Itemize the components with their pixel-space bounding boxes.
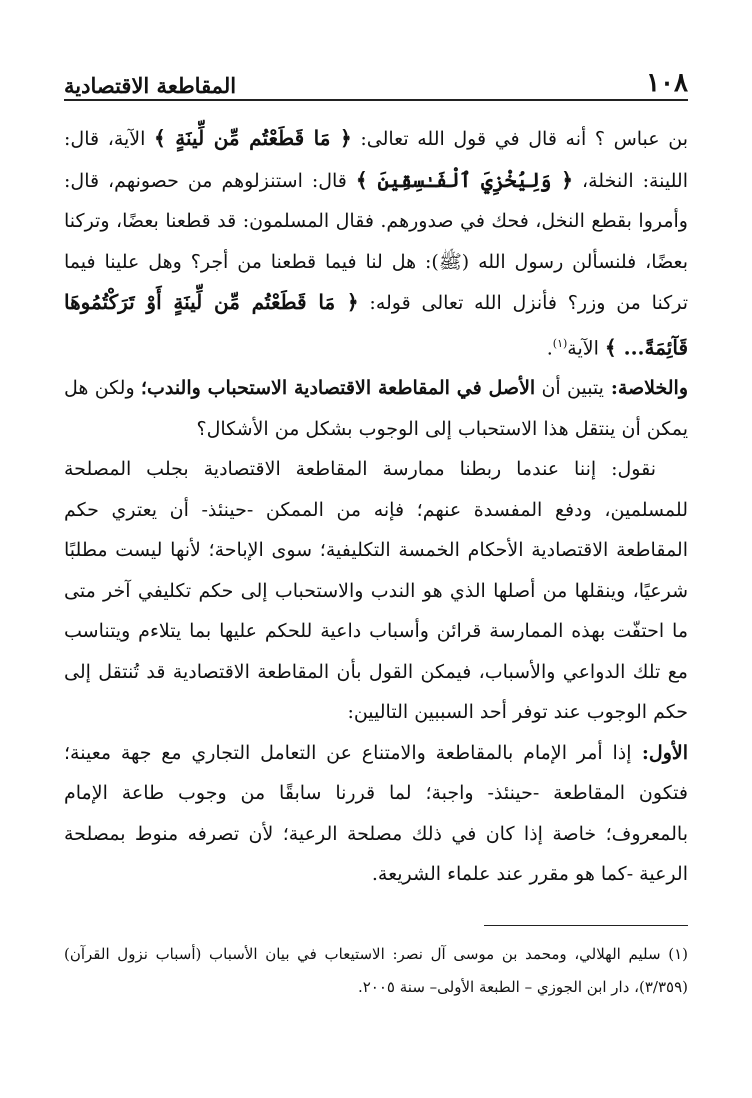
header-rule bbox=[64, 99, 688, 101]
quran-verse: ﴿ وَلِيُخْزِيَ ٱلْفَـٰسِقِينَ ﴾ bbox=[355, 167, 573, 192]
first-reason-label: الأول: bbox=[631, 741, 688, 764]
emphasized-text: الأصل في المقاطعة الاقتصادية الاستحباب والندب؛ bbox=[140, 377, 536, 400]
paragraph-text: ولكن هل يمكن أن ينتقل هذا الاستحباب إلى الوجوب بشكل من الأشكال؟ bbox=[64, 377, 688, 440]
paragraph-text: الآية bbox=[567, 336, 605, 359]
footnote-rule bbox=[484, 925, 688, 926]
quran-verse: ﴿ مَا قَطَعْتُم مِّن لِّينَةٍ ﴾ bbox=[154, 126, 352, 150]
footnote-1: (١) سليم الهلالي، ومحمد بن موسى آل نصر: الاستيعاب في بيان الأسباب (أسباب نزول القرآن) (٣/٣٥٩)، دار ابن الجوزي – الطبعة الأولى– سنة ٢٠٠٥. bbox=[64, 945, 688, 996]
paragraph-text: قال: استنزلوهم من حصونهم، قال: وأمروا بقطع النخل، فحك في صدورهم. فقال المسلمون: قد قطعنا بعضًا، وتركنا بعضًا، فلنسألن رسول الله (ﷺ): هل لنا فيما قطعنا من أجر؟ وهل علينا فيما تركنا من وزر؟ فأنزل الله تعالى قوله: bbox=[64, 169, 688, 314]
paragraph-text: بن عباس ؟ أنه قال في قول الله تعالى: bbox=[351, 128, 688, 150]
paragraph-quote-narration bbox=[64, 118, 688, 368]
footnotes bbox=[64, 938, 688, 1004]
paragraph-text: الآية، قال: اللينة: النخلة، bbox=[64, 128, 688, 192]
conclusion-label: والخلاصة: bbox=[603, 377, 688, 400]
paragraph-text: . bbox=[546, 336, 553, 359]
page-header bbox=[64, 52, 688, 96]
paragraph-first-reason bbox=[64, 733, 688, 895]
paragraph-conclusion bbox=[64, 368, 688, 449]
paragraph-ruling: نقول: إننا عندما ربطنا ممارسة المقاطعة الاقتصادية بجلب المصلحة للمسلمين، ودفع المفسدة عنهم؛ فإنه من الممكن -حينئذ- أن يعتري حكم المقاطعة الاقتصادية الأحكام الخمسة التكليفية؛ سوى الإباحة؛ لأنها ليست مطلبًا شرعيًا، وينقلها من أصلها الذي هو الندب والاستحباب إلى حكم تكليفي آخر متى ما احتفّت بهذه الممارسة قرائن وأسباب داعية للحكم عليها بما يتلاءم ويتناسب مع تلك الدواعي والأسباب، فيمكن القول بأن المقاطعة الاقتصادية قد تُنتقل إلى حكم الوجوب عند توفر أحد السببين التاليين: bbox=[64, 458, 688, 724]
running-title: المقاطعة الاقتصادية bbox=[64, 73, 237, 98]
paragraph-text: إذا أمر الإمام بالمقاطعة والامتناع عن التعامل التجاري مع جهة معينة؛ فتكون المقاطعة -حينئذ- واجبة؛ لما قررنا سابقًا من وجوب طاعة الإمام بالمعروف؛ خاصة إذا كان في ذلك مصلحة الرعية؛ لأن تصرفه منوط بمصلحة الرعية -كما هو مقرر عند علماء الشريعة. bbox=[64, 741, 688, 886]
footnote-reference[interactable]: (١) bbox=[552, 336, 568, 350]
page-number: ١٠٨ bbox=[646, 68, 688, 98]
body-text bbox=[64, 118, 688, 895]
quran-verse: ﴿ مَا قَطَعْتُم مِّن لِّينَةٍ أَوْ تَرَكْتُمُوهَا قَآئِمَةً... ﴾ bbox=[64, 290, 688, 359]
paragraph-text: يتبين أن bbox=[535, 377, 604, 400]
